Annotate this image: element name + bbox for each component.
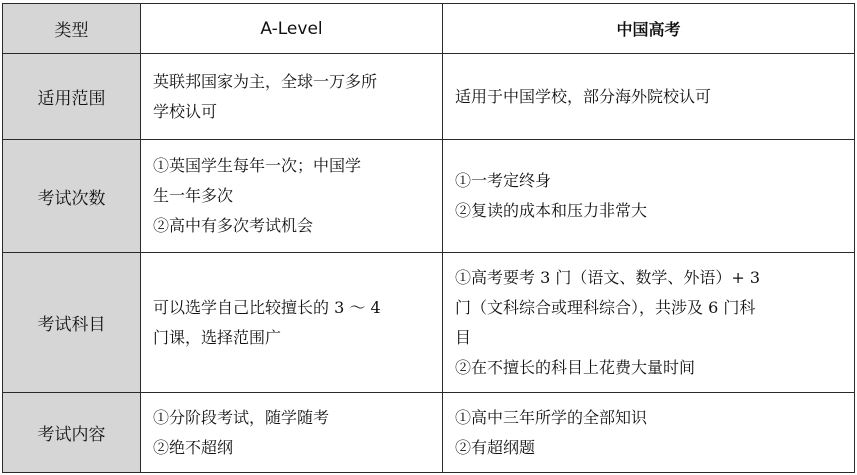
cell-line: 生一年多次 <box>153 186 234 205</box>
gaokao-cell <box>443 393 855 473</box>
cell-line: 门（文科综合或理科综合），共涉及 6 门科 <box>455 297 756 317</box>
cell-line: 门课，选择范围广 <box>153 327 282 347</box>
header-alevel: A-Level <box>141 4 443 54</box>
row-category: 考试内容 <box>3 393 141 473</box>
table-row <box>3 140 855 253</box>
table-row <box>3 393 855 473</box>
cell-line: 可以选学自己比较擅长的 3 ～ 4 <box>153 297 381 317</box>
cell-line: ①英国学生每年一次；中国学 <box>153 156 362 175</box>
table-row <box>3 253 855 393</box>
cell-line: ②有超纲题 <box>455 437 536 457</box>
header-row <box>3 4 855 54</box>
cell-line: ①高中三年所学的全部知识 <box>455 407 648 427</box>
cell-line: 英联邦国家为主，全球一万多所 <box>153 71 378 91</box>
cell-line: ①分阶段考试，随学随考 <box>153 407 330 427</box>
alevel-cell <box>141 393 443 473</box>
table-row <box>3 54 855 140</box>
header-gaokao: 中国高考 <box>443 4 855 54</box>
row-category: 考试次数 <box>3 140 141 253</box>
cell-line: 适用于中国学校，部分海外院校认可 <box>455 86 712 106</box>
gaokao-cell <box>443 253 855 393</box>
cell-line: ②复读的成本和压力非常大 <box>455 201 648 220</box>
cell-line: ②绝不超纲 <box>153 437 234 457</box>
cell-line: ①一考定终身 <box>455 171 552 190</box>
cell-line: ②高中有多次考试机会 <box>153 216 314 235</box>
alevel-cell <box>141 253 443 393</box>
cell-line: 学校认可 <box>153 101 218 121</box>
comparison-table <box>2 3 855 473</box>
row-category: 考试科目 <box>3 253 141 393</box>
cell-line: ②在不擅长的科目上花费大量时间 <box>455 357 696 377</box>
cell-line: ①高考要考 3 门（语文、数学、外语）+ 3 <box>455 267 761 287</box>
row-category: 适用范围 <box>3 54 141 140</box>
header-category: 类型 <box>3 4 141 54</box>
gaokao-cell <box>443 54 855 140</box>
gaokao-cell <box>443 140 855 253</box>
cell-line: 目 <box>455 327 472 347</box>
alevel-cell <box>141 54 443 140</box>
alevel-cell <box>141 140 443 253</box>
